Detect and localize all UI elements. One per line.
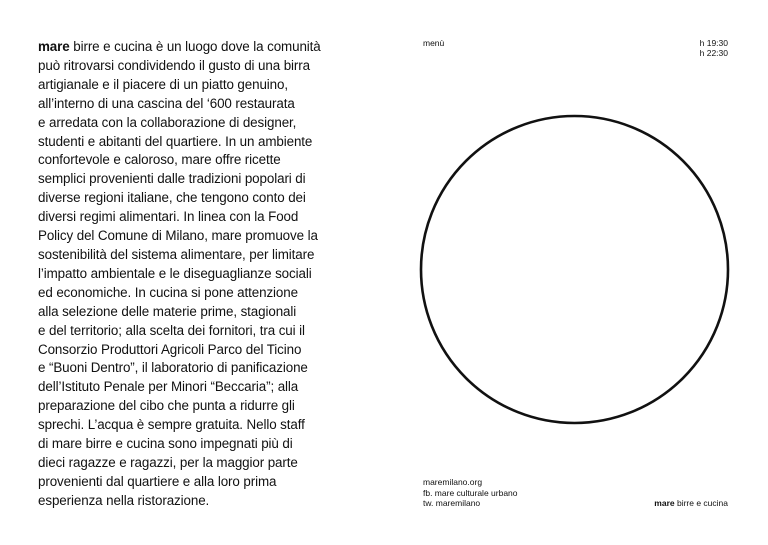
intro-line: alla selezione delle materie prime, stagionali [38, 303, 297, 319]
intro-line: Consorzio Produttori Agricoli Parco del Ticino [38, 341, 302, 357]
circle-outline [421, 116, 728, 423]
footer-brand [654, 498, 728, 508]
footer-brand-name: mare [654, 498, 675, 508]
intro-line: sprechi. L’acqua è sempre gratuita. Nello staff [38, 417, 305, 433]
opening-time: h 19:30 [699, 38, 728, 48]
footer-brand-rest: birre e cucina [674, 498, 728, 508]
twitter-link[interactable]: tw. maremilano [423, 498, 481, 508]
intro-line: può ritrovarsi condividendo il gusto di una birra [38, 57, 310, 73]
intro-line: provenienti dal quartiere e alla loro prima [38, 473, 277, 489]
intro-line: artigianale e il piacere di un piatto genuino, [38, 76, 288, 92]
closing-time: h 22:30 [699, 48, 728, 58]
circle-icon [419, 114, 730, 425]
intro-line: semplici provenienti dalle tradizioni popolari di [38, 171, 306, 187]
intro-line: diverse regioni italiane, che tengono conto dei [38, 190, 306, 206]
intro-line: sostenibilità del sistema alimentare, per limitare [38, 246, 315, 262]
intro-line: ed economiche. In cucina si pone attenzione [38, 284, 298, 300]
intro-line: studenti e abitanti del quartiere. In un ambiente [38, 133, 313, 149]
intro-line: esperienza nella ristorazione. [38, 492, 210, 508]
intro-line: dieci ragazze e ragazzi, per la maggior parte [38, 454, 298, 470]
intro-line: mare birre e cucina è un luogo dove la comunità [38, 39, 321, 54]
intro-line: confortevole e caloroso, mare offre ricette [38, 152, 281, 168]
menu-label: menù [423, 38, 445, 48]
intro-line: preparazione del cibo che punta a ridurre gli [38, 398, 295, 414]
contacts [423, 477, 518, 509]
circle-graphic [419, 114, 730, 425]
opening-hours [700, 38, 728, 58]
intro-line: Policy del Comune di Milano, mare promuove la [38, 228, 318, 244]
facebook-link[interactable]: fb. mare culturale urbano [423, 487, 518, 498]
intro-line: diversi regimi alimentari. In linea con la Food [38, 209, 299, 225]
brand-name: mare [38, 39, 70, 54]
website-link[interactable]: maremilano.org [423, 477, 483, 487]
intro-line: e del territorio; alla scelta dei fornitori, tra cui il [38, 322, 305, 338]
intro-line: e “Buoni Dentro”, il laboratorio di panificazione [38, 360, 308, 376]
intro-line: e arredata con la collaborazione di designer, [38, 114, 297, 130]
intro-line: di mare birre e cucina sono impegnati più di [38, 436, 293, 452]
intro-text [38, 38, 368, 511]
intro-line: all’interno di una cascina del ‘600 restaurata [38, 95, 295, 111]
intro-line: dell’Istituto Penale per Minori “Beccaria”; alla [38, 379, 299, 395]
intro-line: l’impatto ambientale e le diseguaglianze sociali [38, 265, 312, 281]
